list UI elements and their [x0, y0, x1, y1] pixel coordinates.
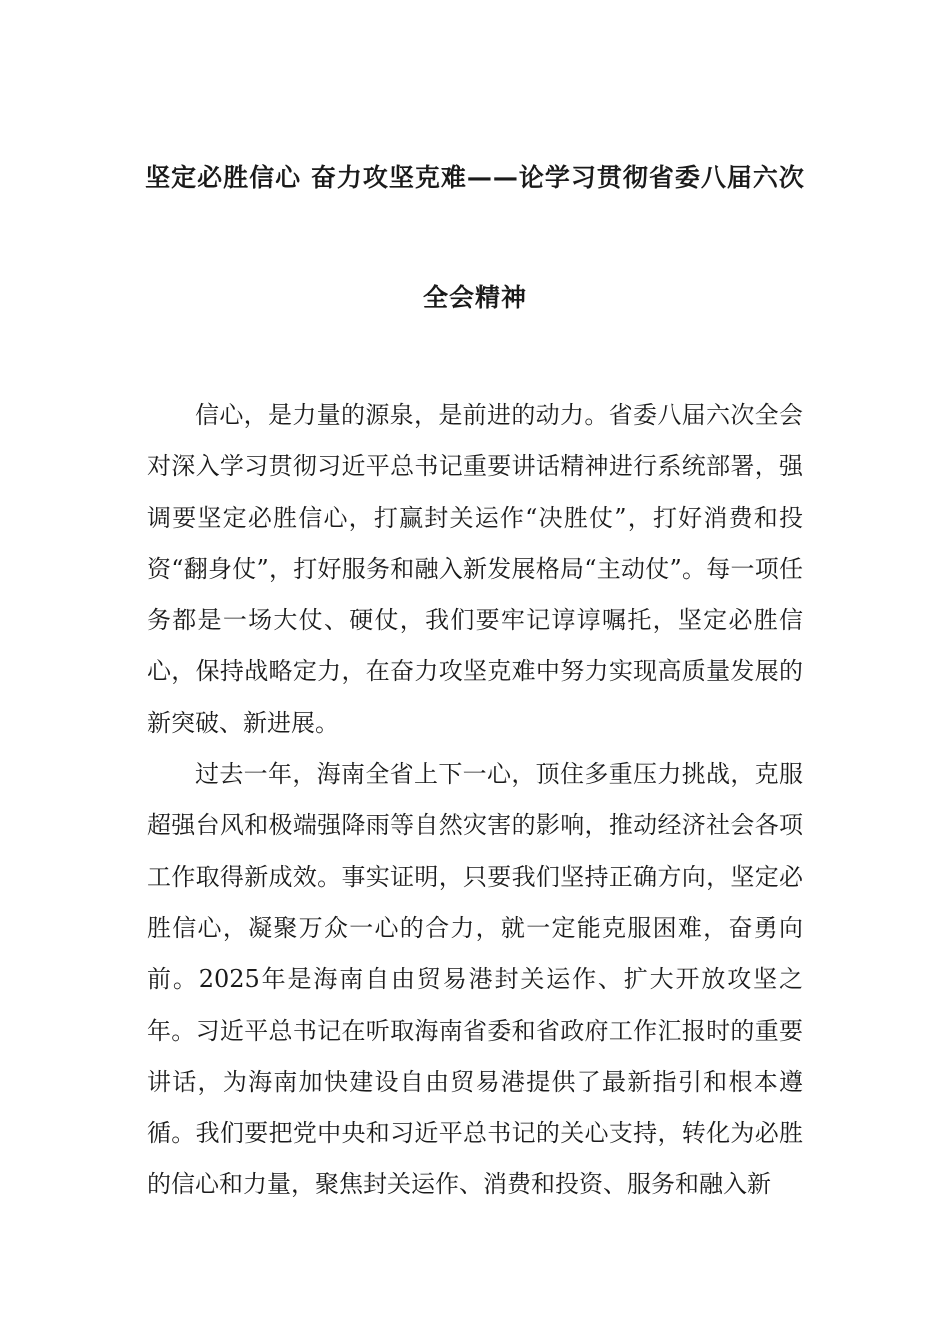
body-paragraph-1: 信心，是力量的源泉，是前进的动力。省委八届六次全会对深入学习贯彻习近平总书记重要讲话精神进行系统部署，强调要坚定必胜信心，打赢封关运作“决胜仗”，打好消费和投资“翻身仗”，打好服务和融入新发展格局“主动仗”。每一项任务都是一场大仗、硬仗，我们要牢记谆谆嘱托，坚定必胜信心，保持战略定力，在奋力攻坚克难中努力实现高质量发展的新突破、新进展。: [147, 401, 803, 737]
document-body: [147, 390, 803, 1211]
document-title-line-1: 坚定必胜信心 奋力攻坚克难——论学习贯彻省委八届六次: [145, 163, 805, 192]
body-paragraph-2: 过去一年，海南全省上下一心，顶住多重压力挑战，克服超强台风和极端强降雨等自然灾害的影响，推动经济社会各项工作取得新成效。事实证明，只要我们坚持正确方向，坚定必胜信心，凝聚万众一心的合力，就一定能克服困难，奋勇向前。2025年是海南自由贸易港封关运作、扩大开放攻坚之年。习近平总书记在听取海南省委和省政府工作汇报时的重要讲话，为海南加快建设自由贸易港提供了最新指引和根本遵循。我们要把党中央和习近平总书记的关心支持，转化为必胜的信心和力量，聚焦封关运作、消费和投资、服务和融入新: [147, 760, 803, 1199]
document-title-line-2: 全会精神: [422, 283, 527, 312]
